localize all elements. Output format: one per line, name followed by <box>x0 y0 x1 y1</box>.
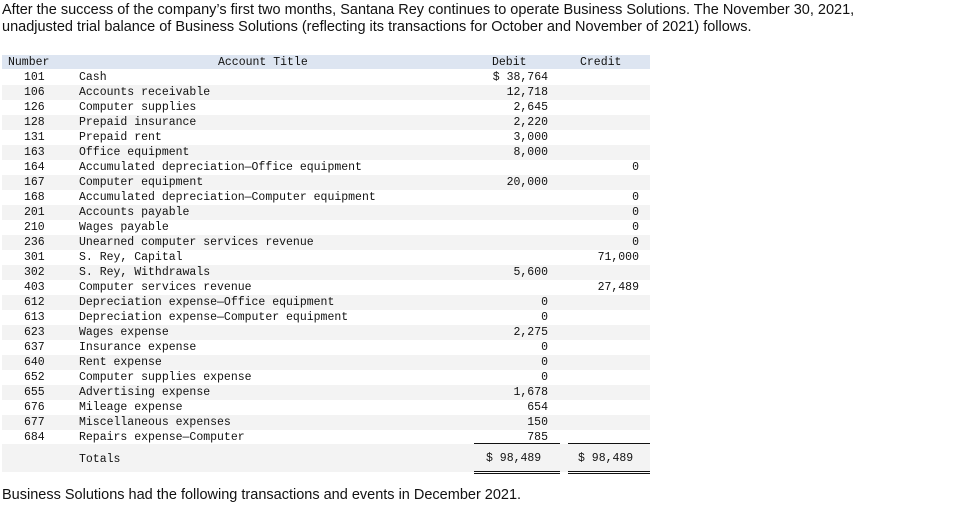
account-title: Computer supplies expense <box>79 371 252 384</box>
account-title: Depreciation expense—Computer equipment <box>79 311 349 324</box>
table-row <box>2 115 650 130</box>
account-number: 131 <box>24 131 45 144</box>
account-number: 128 <box>24 116 45 129</box>
account-number: 623 <box>24 326 45 339</box>
debit-amount: 0 <box>541 356 548 369</box>
credit-amount: 0 <box>632 191 639 204</box>
debit-amount: 654 <box>527 401 548 414</box>
debit-amount: 20,000 <box>506 176 548 189</box>
debit-amount: 150 <box>527 416 548 429</box>
table-row <box>2 355 650 370</box>
table-row <box>2 130 650 145</box>
account-number: 677 <box>24 416 45 429</box>
account-title: Repairs expense—Computer <box>79 431 245 444</box>
table-row <box>2 70 650 85</box>
outro-text: Business Solutions had the following transactions and events in December 2021. <box>2 487 522 503</box>
credit-double-rule <box>568 471 650 474</box>
credit-amount: 27,489 <box>597 281 639 294</box>
totals-debit: $ 98,489 <box>486 452 542 465</box>
credit-amount: 0 <box>632 221 639 234</box>
account-title: S. Rey, Capital <box>79 251 183 264</box>
credit-amount: 0 <box>632 161 639 174</box>
debit-amount: 2,645 <box>513 101 548 114</box>
account-number: 164 <box>24 161 45 174</box>
table-body <box>2 70 650 445</box>
account-title: Mileage expense <box>79 401 183 414</box>
table-row <box>2 175 650 190</box>
account-number: 167 <box>24 176 45 189</box>
account-title: Computer supplies <box>79 101 197 114</box>
account-title: Prepaid insurance <box>79 116 197 129</box>
header-account-title: Account Title <box>218 56 308 69</box>
intro-line-2: unadjusted trial balance of Business Solutions (reflecting its transactions for October and November of 2021) follows. <box>2 19 752 35</box>
account-number: 640 <box>24 356 45 369</box>
account-number: 106 <box>24 86 45 99</box>
table-row <box>2 190 650 205</box>
account-title: Insurance expense <box>79 341 197 354</box>
account-title: Rent expense <box>79 356 162 369</box>
account-number: 302 <box>24 266 45 279</box>
credit-amount: 71,000 <box>597 251 639 264</box>
table-row <box>2 205 650 220</box>
debit-double-rule <box>474 471 560 474</box>
debit-amount: 8,000 <box>513 146 548 159</box>
header-debit: Debit <box>492 56 527 69</box>
account-title: Accounts payable <box>79 206 190 219</box>
table-row <box>2 265 650 280</box>
account-title: Cash <box>79 71 107 84</box>
account-number: 101 <box>24 71 45 84</box>
table-row <box>2 250 650 265</box>
account-title: Computer services revenue <box>79 281 252 294</box>
table-row <box>2 400 650 415</box>
debit-amount: 1,678 <box>513 386 548 399</box>
account-number: 652 <box>24 371 45 384</box>
debit-amount: $ 38,764 <box>492 71 548 84</box>
account-title: Computer equipment <box>79 176 204 189</box>
account-title: Advertising expense <box>79 386 211 399</box>
account-title: Prepaid rent <box>79 131 162 144</box>
table-row <box>2 415 650 430</box>
account-title: Accumulated depreciation—Computer equipment <box>79 191 376 204</box>
intro-line-1: After the success of the company’s first two months, Santana Rey continues to operate Business Solutions. The November 30, 2021, <box>2 2 855 18</box>
account-number: 126 <box>24 101 45 114</box>
account-title: Depreciation expense—Office equipment <box>79 296 335 309</box>
intro-paragraph <box>2 2 962 36</box>
table-row <box>2 220 650 235</box>
debit-amount: 5,600 <box>513 266 548 279</box>
account-title: Unearned computer services revenue <box>79 236 314 249</box>
account-title: Office equipment <box>79 146 190 159</box>
header-number: Number <box>8 56 50 69</box>
table-row <box>2 145 650 160</box>
debit-amount: 0 <box>541 371 548 384</box>
account-number: 210 <box>24 221 45 234</box>
debit-amount: 2,275 <box>513 326 548 339</box>
account-number: 163 <box>24 146 45 159</box>
credit-amount: 0 <box>632 236 639 249</box>
table-row <box>2 310 650 325</box>
account-number: 201 <box>24 206 45 219</box>
account-title: Wages expense <box>79 326 169 339</box>
table-row <box>2 370 650 385</box>
account-number: 403 <box>24 281 45 294</box>
account-number: 613 <box>24 311 45 324</box>
account-number: 655 <box>24 386 45 399</box>
debit-amount: 3,000 <box>513 131 548 144</box>
account-title: Wages payable <box>79 221 169 234</box>
account-number: 676 <box>24 401 45 414</box>
header-credit: Credit <box>580 56 622 69</box>
debit-amount: 0 <box>541 311 548 324</box>
table-row <box>2 100 650 115</box>
account-number: 236 <box>24 236 45 249</box>
table-row <box>2 295 650 310</box>
table-header <box>2 55 650 69</box>
account-title: Accumulated depreciation—Office equipment <box>79 161 362 174</box>
account-title: Miscellaneous expenses <box>79 416 231 429</box>
account-number: 637 <box>24 341 45 354</box>
account-number: 612 <box>24 296 45 309</box>
table-row <box>2 160 650 175</box>
table-row <box>2 85 650 100</box>
trial-balance-table <box>2 55 650 473</box>
totals-row <box>2 444 650 472</box>
table-row <box>2 325 650 340</box>
table-row <box>2 340 650 355</box>
debit-amount: 0 <box>541 296 548 309</box>
account-title: S. Rey, Withdrawals <box>79 266 211 279</box>
credit-amount: 0 <box>632 206 639 219</box>
account-number: 168 <box>24 191 45 204</box>
debit-amount: 2,220 <box>513 116 548 129</box>
totals-label: Totals <box>79 453 121 466</box>
totals-credit: $ 98,489 <box>578 452 634 465</box>
debit-amount: 785 <box>527 431 548 444</box>
debit-amount: 12,718 <box>506 86 548 99</box>
table-row <box>2 385 650 400</box>
account-title: Accounts receivable <box>79 86 211 99</box>
debit-amount: 0 <box>541 341 548 354</box>
account-number: 684 <box>24 431 45 444</box>
table-row <box>2 235 650 250</box>
table-row <box>2 280 650 295</box>
account-number: 301 <box>24 251 45 264</box>
